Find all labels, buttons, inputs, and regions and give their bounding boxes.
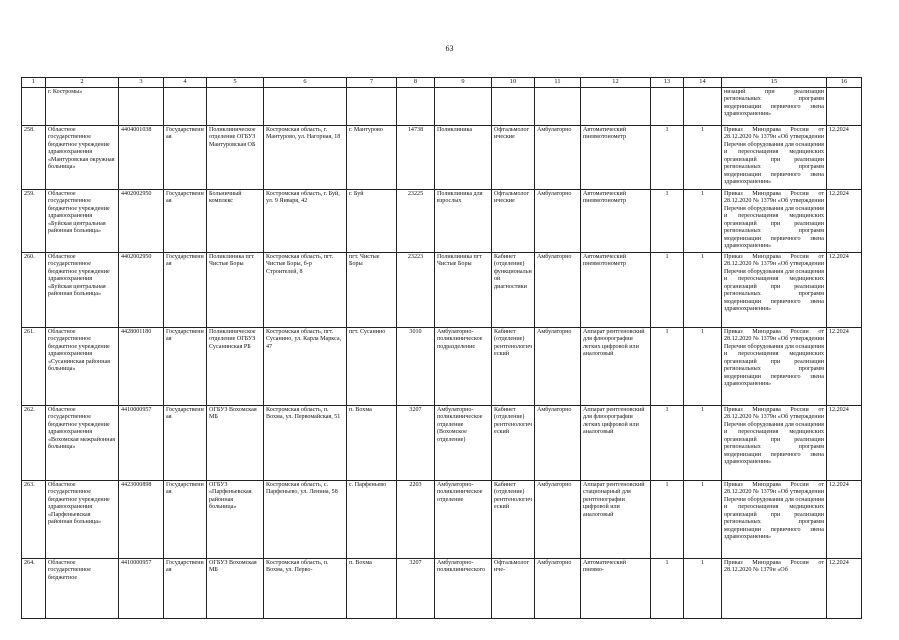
cell-date: 12.2024 [827,253,862,328]
cell-id: 23223 [397,253,435,328]
cell-equipment: Аппарат рентгеновский для флюорографии легких цифровой или аналоговый [581,328,651,406]
cell-cabinet: Кабинет (отделение) функциональной диагностики [492,253,535,328]
cell-row-number: 259. [22,190,46,253]
cell-code: 4410000957 [119,559,164,619]
cell-date: 12.2024 [827,126,862,190]
column-number: 6 [264,78,347,88]
cell-ownership: Государственная [164,559,207,619]
column-number: 4 [164,78,207,88]
cell-date: 12.2024 [827,190,862,253]
cell-qty-14: 1 [684,126,722,190]
cell-department: Поликлиника пгт Чистые Боры [435,253,492,328]
cell-address: Костромская область, п. Вохма, ул. Первомайская, 51 [264,406,347,481]
cell-locality: п. Вохма [347,559,397,619]
column-number: 9 [435,78,492,88]
cell-conditions: Амбулаторно [535,406,581,481]
cell-ownership: Государственная [164,190,207,253]
cell-qty-14: 1 [684,328,722,406]
cell-unit: Больничный комплекс [207,190,264,253]
cell-unit: Поликлиническое отделение ОГБУЗ Сусанинская РБ [207,328,264,406]
table-row [22,190,862,253]
cell-date: 12.2024 [827,481,862,559]
cell-qty-13: 1 [651,190,684,253]
cell-ownership: Государственная [164,328,207,406]
continuation-row [22,88,862,126]
cell-department: Амбулаторно-поликлиническое подразделение [435,328,492,406]
table-row [22,328,862,406]
cell-conditions: Амбулаторно [535,253,581,328]
cell-unit: ОГБУЗ Вохомская МБ [207,406,264,481]
cell-row-number: 264. [22,559,46,619]
cell-cabinet: Кабинет (отделение) рентгенологический [492,481,535,559]
cell-department: Амбулаторно-поликлиническое отделение (Вохомское отделение) [435,406,492,481]
cell-basis: низаций при реализации региональных программ модернизации первичного звена здравоохранения» [722,88,827,126]
cell-equipment: Автоматический пневмотонометр [581,253,651,328]
cell-cabinet: Офтальмологиче- [492,559,535,619]
cell-basis: Приказ Минздрава России от 28.12.2020 № 1379н «Об утверждении Перечня оборудования для оснащения и переоснащения медицинских организаций при реализации региональных программ модернизации первичного звена здравоохранения» [722,328,827,406]
cell-qty-13: 1 [651,559,684,619]
cell-cabinet: Офтальмологические [492,190,535,253]
cell-id: 3010 [397,328,435,406]
cell-basis: Приказ Минздрава России от 28.12.2020 № 1379н «Об [722,559,827,619]
cell-conditions: Амбулаторно [535,328,581,406]
table-row [22,559,862,619]
cell-basis: Приказ Минздрава России от 28.12.2020 № 1379н «Об утверждении Перечня оборудования для оснащения и переоснащения медицинских организаций при реализации региональных программ модернизации первичного звена здравоохранения» [722,190,827,253]
cell-date: 12.2024 [827,328,862,406]
cell-locality: п. Вохма [347,406,397,481]
cell-qty-14: 1 [684,559,722,619]
cell-id: 23225 [397,190,435,253]
cell-qty-14: 1 [684,406,722,481]
cell-locality: пгт. Чистые Боры [347,253,397,328]
cell-department: Поликлиника для взрослых [435,190,492,253]
cell-locality: с. Парфеньево [347,481,397,559]
table-row [22,253,862,328]
cell-code: 4423000898 [119,481,164,559]
column-number: 16 [827,78,862,88]
cell-qty-13: 1 [651,406,684,481]
cell-address: Костромская область, пгт. Сусанино, ул. Карла Маркса, 47 [264,328,347,406]
table-row [22,406,862,481]
page-number: 63 [445,44,454,53]
cell-org: Областное государственное бюджетное учреждение здравоохранения «Вохомская межрайонная больница» [46,406,119,481]
cell-code: 4410000957 [119,406,164,481]
cell-ownership: Государственная [164,126,207,190]
column-number: 13 [651,78,684,88]
cell-locality: г. Буй [347,190,397,253]
cell-address: Костромская область, г. Мантурово, ул. Нагорная, 18 [264,126,347,190]
cell-unit: Поликлиника пгт Чистые Боры [207,253,264,328]
cell-conditions: Амбулаторно [535,126,581,190]
cell-cabinet: Кабинет (отделение) рентгенологический [492,328,535,406]
column-number: 3 [119,78,164,88]
cell-qty-13: 1 [651,126,684,190]
cell-id: 3207 [397,559,435,619]
cell-code: 4404001038 [119,126,164,190]
cell-conditions: Амбулаторно [535,481,581,559]
cell-conditions: Амбулаторно [535,559,581,619]
cell-qty-13: 1 [651,481,684,559]
cell-org: Областное государственное бюджетное учреждение здравоохранения «Буйская центральная районная больница» [46,253,119,328]
cell-department: Поликлиника [435,126,492,190]
cell-cabinet: Офтальмологические [492,126,535,190]
column-number: 7 [347,78,397,88]
column-number: 2 [46,78,119,88]
cell-org: Областное государственное бюджетное [46,559,119,619]
cell-code: 4428001180 [119,328,164,406]
cell-date: 12.2024 [827,406,862,481]
column-number: 10 [492,78,535,88]
cell-qty-13: 1 [651,253,684,328]
cell-code: 4402002950 [119,190,164,253]
cell-row-number: 263. [22,481,46,559]
cell-conditions: Амбулаторно [535,190,581,253]
cell-id: 3207 [397,406,435,481]
table-row [22,126,862,190]
cell-row-number: 258. [22,126,46,190]
cell-org: Областное государственное бюджетное учреждение здравоохранения «Буйская центральная районная больница» [46,190,119,253]
cell-equipment: Аппарат рентгеновский для флюорографии легких цифровой или аналоговый [581,406,651,481]
column-number: 14 [684,78,722,88]
cell-equipment: Автоматический пневмо- [581,559,651,619]
cell-org: г. Костромы» [46,88,119,126]
column-number: 1 [22,78,46,88]
cell-code: 4402002950 [119,253,164,328]
cell-basis: Приказ Минздрава России от 28.12.2020 № 1379н «Об утверждении Перечня оборудования для оснащения и переоснащения медицинских организаций при реализации региональных программ модернизации первичного звена здравоохранения» [722,406,827,481]
cell-org: Областное государственное бюджетное учреждение здравоохранения «Мантуровская окружная больница» [46,126,119,190]
equipment-table [21,77,862,619]
cell-basis: Приказ Минздрава России от 28.12.2020 № 1379н «Об утверждении Перечня оборудования для оснащения и переоснащения медицинских организаций при реализации региональных программ модернизации первичного звена здравоохранения» [722,253,827,328]
cell-qty-14: 1 [684,253,722,328]
cell-qty-14: 1 [684,481,722,559]
cell-cabinet: Кабинет (отделение) рентгенологический [492,406,535,481]
cell-ownership: Государственная [164,481,207,559]
cell-date: 12.2024 [827,559,862,619]
cell-qty-14: 1 [684,190,722,253]
cell-locality: г. Мантурово [347,126,397,190]
column-number: 11 [535,78,581,88]
cell-equipment: Автоматический пневмотонометр [581,190,651,253]
cell-department: Амбулаторно-поликлинического [435,559,492,619]
column-number: 5 [207,78,264,88]
column-number: 8 [397,78,435,88]
cell-org: Областное государственное бюджетное учреждение здравоохранения «Парфеньевская районная больница» [46,481,119,559]
table-row [22,481,862,559]
column-number-row [22,78,862,88]
cell-locality: пгт. Сусанино [347,328,397,406]
cell-id: 14738 [397,126,435,190]
cell-qty-13: 1 [651,328,684,406]
cell-row-number: 262. [22,406,46,481]
cell-ownership: Государственная [164,406,207,481]
cell-basis: Приказ Минздрава России от 28.12.2020 № 1379н «Об утверждении Перечня оборудования для оснащения и переоснащения медицинских организаций при реализации региональных программ модернизации первичного звена здравоохранения» [722,481,827,559]
column-number: 12 [581,78,651,88]
cell-ownership: Государственная [164,253,207,328]
cell-basis: Приказ Минздрава России от 28.12.2020 № 1379н «Об утверждении Перечня оборудования для оснащения и переоснащения медицинских организаций при реализации региональных программ модернизации первичного звена здравоохранения» [722,126,827,190]
cell-address: Костромская область, п. Вохма, ул. Перво- [264,559,347,619]
cell-unit: ОГБУЗ Вохомская МБ [207,559,264,619]
column-number: 15 [722,78,827,88]
cell-unit: ОГБУЗ «Парфеньевская районная больница» [207,481,264,559]
cell-address: Костромская область, г. Буй, ул. 9 Января, 42 [264,190,347,253]
cell-unit: Поликлиническое отделение ОГБУЗ Мантуровская ОБ [207,126,264,190]
cell-row-number: 260. [22,253,46,328]
cell-row-number: 261. [22,328,46,406]
cell-address: Костромская область, с. Парфеньево, ул. Ленина, 58 [264,481,347,559]
cell-equipment: Автоматический пневмотонометр [581,126,651,190]
cell-org: Областное государственное бюджетное учреждение здравоохранения «Сусанинская районная больница» [46,328,119,406]
cell-equipment: Аппарат рентгеновский стационарный для рентгенографии цифровой или аналоговый [581,481,651,559]
cell-department: Амбулаторно-поликлиническое отделение [435,481,492,559]
cell-id: 2203 [397,481,435,559]
cell-address: Костромская область, пгт. Чистые Боры, б-р Строителей, 8 [264,253,347,328]
